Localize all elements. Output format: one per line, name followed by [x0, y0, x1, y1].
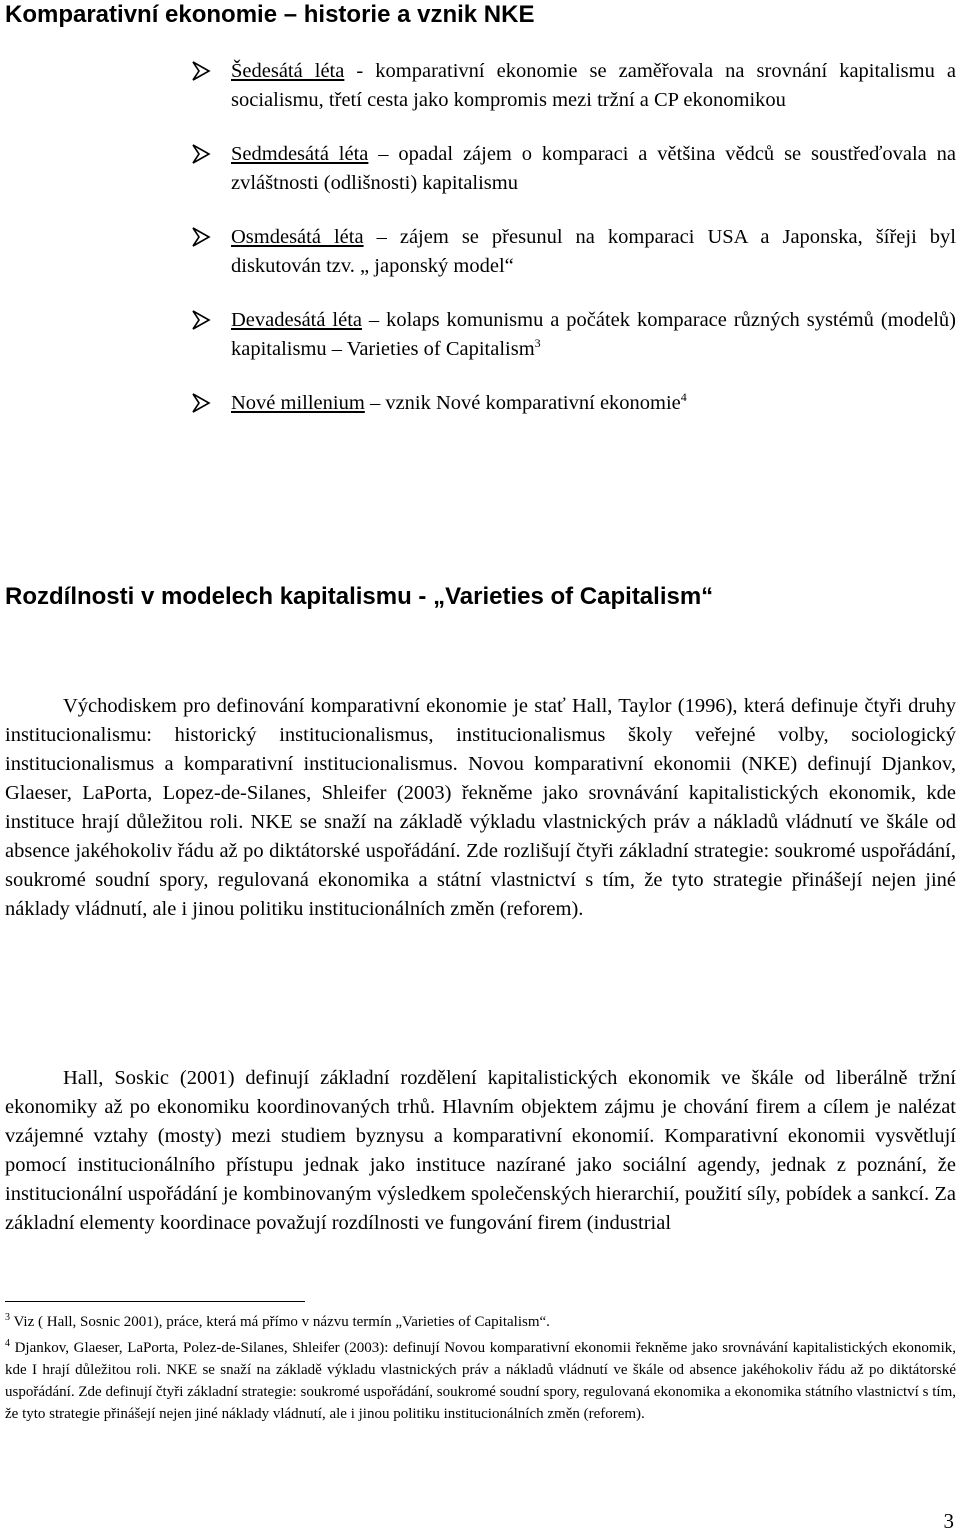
body-paragraph: Východiskem pro definování komparativní ekonomie je stať Hall, Taylor (1996), která definuje čtyři druhy institucionalismu: historický institucionalismus, institucionalismus školy veřejné volby, sociologický institucionalismus a komparativní institucionalismus. Novou komparativní ekonomii (NKE) definují Djankov, Glaeser, LaPorta, Lopez-de-Silanes, Shleifer (2003) řekněme jako srovnávání kapitalistických ekonomik, kde instituce hrají důležitou roli. NKE se snaží na základě výkladu vlastnických práv a nákladů vládnutí ve škále od absence jakéhokoliv řádu až po diktátorské uspořádání. Zde rozlišují čtyři základní strategie: soukromé uspořádání, soukromé soudní spory, regulovaná ekonomika a státní vlastnictví s tím, že tyto strategie přinášejí nejen jiné náklady vládnutí, ale i jinou politiku institucionálních změn (reforem).	[5, 695, 956, 920]
decade-description: – vznik Nové komparativní ekonomie	[364, 392, 681, 414]
arrowhead-bullet-icon	[190, 60, 212, 82]
footnote-ref[interactable]: 3	[534, 336, 541, 350]
decade-term: Šedesátá léta	[231, 60, 345, 82]
footnote	[5, 1311, 956, 1333]
footnote-ref[interactable]: 4	[680, 390, 687, 404]
arrowhead-bullet-icon	[190, 392, 212, 414]
decade-description: - komparativní ekonomie se zaměřovala na srovnání kapitalismu a socialismu, třetí cesta jako kompromis mezi tržní a CP ekonomikou	[231, 60, 956, 111]
footnote-text: Djankov, Glaeser, LaPorta, Polez-de-Silanes, Shleifer (2003): definují Novou komparativní ekonomii řekněme jako srovnávání kapitalistických ekonomik, kde I hrají důležitou roli. NKE se snaží na základě výkladu vlastnických práv a nákladů vládnutí ve škále od absence jakéhokoliv řádu až po diktátorské uspořádání. Zde definují čtyři základní strategie: soukromé uspořádání, soukromé soudní spory, regulovaná ekonomika a ekonomika státního vlastnictví s tím, že tyto strategie přinášejí nejen jiné náklady vládnutí, ale i jinou politiku institucionálních změn (reforem).	[5, 1340, 956, 1422]
decade-description: – zájem se přesunul na komparaci USA a Japonska, šířeji byl diskutován tzv. „ japonský model“	[231, 226, 956, 277]
footnote-text: Viz ( Hall, Sosnic 2001), práce, která má přímo v názvu termín „Varieties of Capitalism“.	[10, 1314, 550, 1330]
list-item	[190, 306, 956, 364]
section-title-history: Komparativní ekonomie – historie a vznik NKE	[5, 1, 535, 28]
footnote-number: 3	[5, 1312, 10, 1323]
page-number: 3	[943, 1509, 954, 1533]
list-item	[190, 140, 956, 198]
history-bullet-list	[190, 57, 956, 418]
arrowhead-bullet-icon	[190, 309, 212, 331]
list-item	[190, 57, 956, 115]
section-title-varieties: Rozdílnosti v modelech kapitalismu - „Varieties of Capitalism“	[5, 583, 714, 610]
decade-description: – opadal zájem o komparaci a většina vědců se soustřeďovala na zvláštnosti (odlišnosti) kapitalismu	[231, 143, 956, 194]
decade-description: – kolaps komunismu a počátek komparace různých systémů (modelů) kapitalismu – Varieties of Capitalism	[231, 309, 956, 360]
decade-term: Devadesátá léta	[231, 309, 362, 331]
decade-term: Sedmdesátá léta	[231, 143, 369, 165]
list-item	[190, 389, 956, 418]
footnote-number: 4	[5, 1338, 10, 1349]
list-item	[190, 223, 956, 281]
footnote-separator	[5, 1301, 305, 1302]
body-paragraph: Hall, Soskic (2001) definují základní rozdělení kapitalistických ekonomik ve škále od liberálně tržní ekonomiky až po ekonomiku koordinovaných trhů. Hlavním objektem zájmu je chování firem a cílem je nalézat vzájemné vztahy (mosty) mezi studiem byznysu a komparativní ekonomií. Komparativní ekonomii vysvětlují pomocí institucionálního přístupu jednak jako instituce nazírané jako sociální agendy, jednak z poznání, že institucionální uspořádání je kombinovaným výsledkem společenských hierarchií, použití síly, pobídek a sankcí. Za základní elementy koordinace považují rozdílnosti ve fungování firem (industrial	[5, 1067, 956, 1234]
footnotes	[5, 1311, 956, 1425]
decade-term: Osmdesátá léta	[231, 226, 364, 248]
decade-term: Nové millenium	[231, 392, 365, 414]
arrowhead-bullet-icon	[190, 226, 212, 248]
arrowhead-bullet-icon	[190, 143, 212, 165]
footnote	[5, 1337, 956, 1425]
